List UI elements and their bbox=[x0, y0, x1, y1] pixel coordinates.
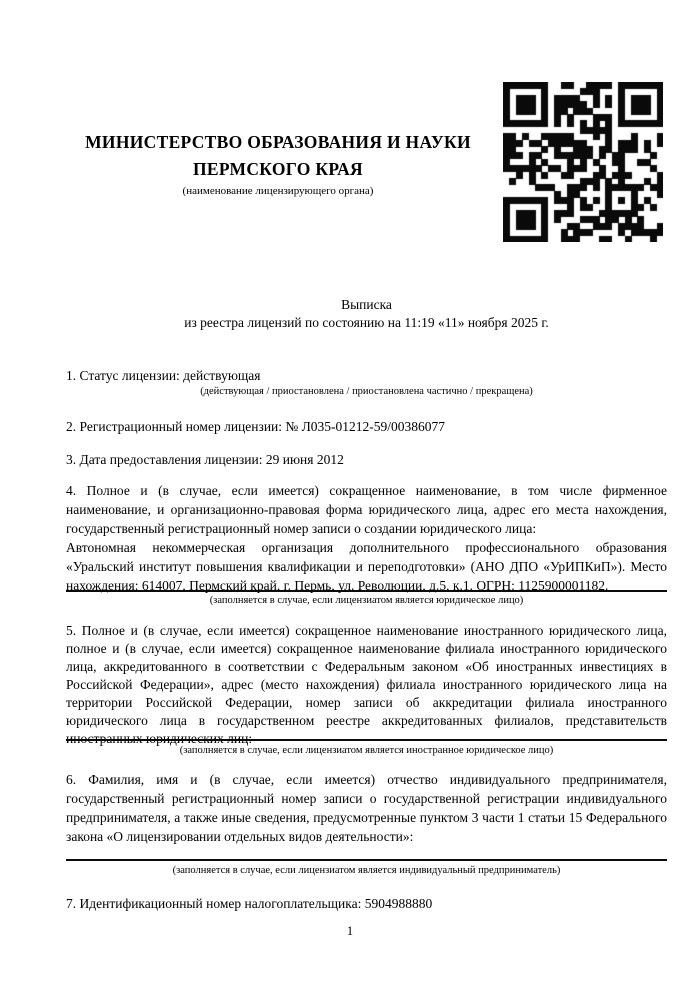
document-title bbox=[66, 296, 667, 331]
item-5-fill-line bbox=[66, 739, 667, 741]
item-6-fill-line bbox=[66, 859, 667, 861]
qr-code-icon bbox=[503, 82, 663, 242]
item-4-fill-line bbox=[66, 590, 667, 592]
item-2-registration-number: 2. Регистрационный номер лицензии: № Л035-01212-59/00386077 bbox=[66, 419, 446, 434]
licensing-authority-name bbox=[66, 129, 490, 183]
item-5-foreign-entity-label: 5. Полное и (в случае, если имеется) сокращенное наименование иностранного юридического лица, полное и (в случае, если имеется) сокращенное наименование филиала иностранного юридического лица, аккредитованного в соответствии с Федеральным законом «Об иностранных инвестициях в Российской Федерации», адрес (место нахождения) филиала иностранного юридического лица на территории Российской Федерации, номер записи об аккредитации филиала иностранного юридического лица в государственном реестре аккредитованных филиалов, представительств иностранных юридических лиц: bbox=[66, 623, 667, 746]
page-number: 1 bbox=[346, 924, 354, 938]
item-7-taxpayer-number: 7. Идентификационный номер налогоплательщика: 5904988880 bbox=[66, 896, 433, 911]
item-1-license-status: 1. Статус лицензии: действующая bbox=[66, 368, 261, 383]
item-3-license-date: 3. Дата предоставления лицензии: 29 июня 2012 bbox=[66, 452, 344, 467]
item-5-caption: (заполняется в случае, если лицензиатом является иностранное юридическое лицо) bbox=[179, 745, 554, 756]
item-4-legal-entity-label: 4. Полное и (в случае, если имеется) сокращенное наименование, в том числе фирменное наименование, и организационно-правовая форма юридического лица, адрес его места нахождения, государственный регистрационный номер записи о создании юридического лица: bbox=[66, 483, 667, 536]
licensing-authority-caption: (наименование лицензирующего органа) bbox=[182, 185, 374, 197]
item-1-caption: (действующая / приостановлена / приостановлена частично / прекращена) bbox=[200, 386, 533, 397]
item-4-legal-entity-value: Автономная некоммерческая организация дополнительного профессионального образования «Уральский институт повышения квалификации и переподготовки» (АНО ДПО «УрИПКиП»). Место нахождения: 614007, Пермский край, г. Пермь, ул. Революции, д.5, к.1. ОГРН: 1125900001182. bbox=[66, 540, 667, 593]
item-6-entrepreneur-label: 6. Фамилия, имя и (в случае, если имеется) отчество индивидуального предпринимателя, государственный регистрационный номер записи о государственной регистрации индивидуального предпринимателя, а также иные сведения, предусмотренные пунктом 3 части 1 статьи 15 Федерального закона «О лицензировании отдельных видов деятельности»: bbox=[66, 772, 667, 844]
org-name-line2: ПЕРМСКОГО КРАЯ bbox=[193, 159, 363, 179]
item-6-caption: (заполняется в случае, если лицензиатом является индивидуальный предприниматель) bbox=[172, 865, 561, 876]
item-4-caption: (заполняется в случае, если лицензиатом является юридическое лицо) bbox=[209, 595, 524, 606]
org-name-line1: МИНИСТЕРСТВО ОБРАЗОВАНИЯ И НАУКИ bbox=[85, 132, 471, 152]
document-title-line2: из реестра лицензий по состоянию на 11:19 «11» ноября 2025 г. bbox=[184, 314, 549, 330]
document-title-line1: Выписка bbox=[341, 297, 392, 312]
